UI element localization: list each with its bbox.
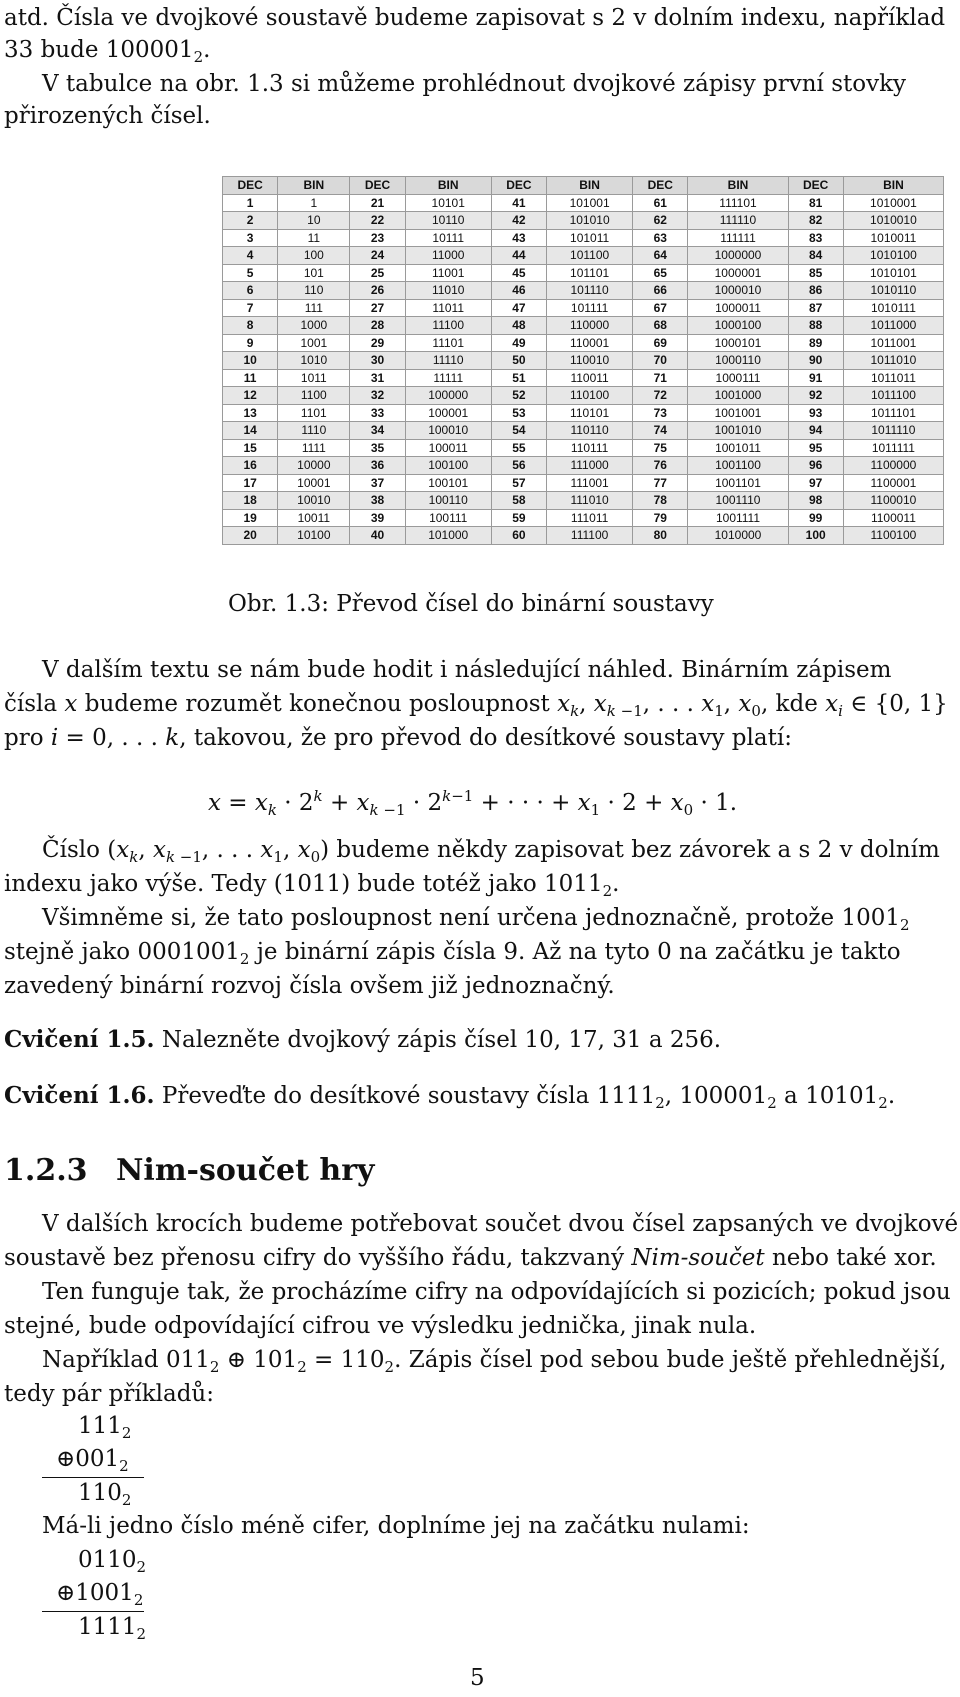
dec-cell: 16 [223, 457, 278, 475]
dec-cell: 80 [633, 527, 688, 545]
bin-cell: 111011 [547, 509, 633, 527]
bin-cell: 1000110 [688, 352, 788, 370]
dec-cell: 46 [491, 282, 546, 300]
dec-cell: 17 [223, 474, 278, 492]
dec-cell: 84 [788, 247, 843, 265]
bin-cell: 1000100 [688, 317, 788, 335]
bin-cell: 1010111 [843, 299, 943, 317]
table-row [223, 282, 944, 300]
bin-cell: 111111 [688, 229, 788, 247]
bin-cell: 1010101 [843, 264, 943, 282]
dec-cell: 21 [350, 194, 405, 212]
bin-cell: 1011110 [843, 422, 943, 440]
dec-cell: 82 [788, 212, 843, 230]
bin-cell: 110101 [547, 404, 633, 422]
bin-cell: 111100 [547, 527, 633, 545]
dec-cell: 7 [223, 299, 278, 317]
table-header-cell: DEC [788, 177, 843, 195]
bin-cell: 100001 [405, 404, 491, 422]
bin-cell: 1011010 [843, 352, 943, 370]
bin-cell: 10101 [405, 194, 491, 212]
exercise-1-6: Cvičení 1.6. Převeďte do desítkové soustavy čísla $1111_2$, $100001_2$ a $10101_2$. [4, 1082, 896, 1112]
para2-line-5: zavedený binární rozvoj čísla ovšem již jednoznačný. [4, 973, 615, 999]
table-header-cell: DEC [223, 177, 278, 195]
bin-cell: 101111 [547, 299, 633, 317]
dec-cell: 26 [350, 282, 405, 300]
dec-cell: 44 [491, 247, 546, 265]
binary-table-figure [222, 176, 944, 545]
table-row [223, 334, 944, 352]
para3-line-3: Ten funguje tak, že procházíme cifry na odpovídajících si pozicích; pokud jsou [42, 1279, 951, 1305]
dec-cell: 34 [350, 422, 405, 440]
bin-cell: 1010110 [843, 282, 943, 300]
bin-cell: 1100 [278, 387, 350, 405]
dec-cell: 33 [350, 404, 405, 422]
dec-cell: 37 [350, 474, 405, 492]
dec-cell: 91 [788, 369, 843, 387]
bin-cell: 110100 [547, 387, 633, 405]
para3-line-6: tedy pár příkladů: [4, 1381, 214, 1407]
intro-line-2: 33 bude $100001_2$. [4, 37, 211, 66]
dec-cell: 8 [223, 317, 278, 335]
dec-cell: 70 [633, 352, 688, 370]
dec-cell: 50 [491, 352, 546, 370]
calc2-operand-b: $\oplus 1001_2$ [56, 1580, 144, 1609]
dec-cell: 23 [350, 229, 405, 247]
table-row [223, 387, 944, 405]
bin-cell: 1000010 [688, 282, 788, 300]
intro-line-4: přirozených čísel. [4, 103, 211, 129]
dec-cell: 68 [633, 317, 688, 335]
dec-cell: 48 [491, 317, 546, 335]
bin-cell: 100000 [405, 387, 491, 405]
bin-cell: 1000001 [688, 264, 788, 282]
dec-cell: 62 [633, 212, 688, 230]
table-row [223, 194, 944, 212]
table-header-cell: DEC [633, 177, 688, 195]
bin-cell: 100110 [405, 492, 491, 510]
bin-cell: 1000101 [688, 334, 788, 352]
dec-cell: 67 [633, 299, 688, 317]
para2-line-1: Číslo ($x_k$, $x_{k -1}$, . . . $x_1$, $x_0$) budeme někdy zapisovat bez závorek a s 2 v dolním [42, 837, 940, 866]
bin-cell: 1001101 [688, 474, 788, 492]
bin-cell: 11101 [405, 334, 491, 352]
bin-cell: 110 [278, 282, 350, 300]
table-header-cell: BIN [278, 177, 350, 195]
figure-caption: Obr. 1.3: Převod čísel do binární soustavy [228, 591, 714, 617]
table-header-cell: DEC [491, 177, 546, 195]
table-row [223, 369, 944, 387]
dec-cell: 73 [633, 404, 688, 422]
bin-cell: 1011011 [843, 369, 943, 387]
dec-cell: 25 [350, 264, 405, 282]
dec-cell: 99 [788, 509, 843, 527]
para3-line-2: soustavě bez přenosu cifry do vyššího řádu, takzvaný Nim-součet nebo také xor. [4, 1245, 937, 1271]
dec-cell: 24 [350, 247, 405, 265]
bin-cell: 100 [278, 247, 350, 265]
intro-line-3: V tabulce na obr. 1.3 si můžeme prohlédnout dvojkové zápisy první stovky [42, 71, 907, 97]
calc2-result: $1111_2$ [78, 1614, 147, 1643]
bin-cell: 1100001 [843, 474, 943, 492]
dec-cell: 1 [223, 194, 278, 212]
dec-cell: 89 [788, 334, 843, 352]
dec-cell: 29 [350, 334, 405, 352]
bin-cell: 10110 [405, 212, 491, 230]
bin-cell: 110111 [547, 439, 633, 457]
dec-cell: 20 [223, 527, 278, 545]
dec-cell: 65 [633, 264, 688, 282]
dec-cell: 2 [223, 212, 278, 230]
dec-cell: 35 [350, 439, 405, 457]
dec-cell: 51 [491, 369, 546, 387]
bin-cell: 101110 [547, 282, 633, 300]
bin-cell: 101000 [405, 527, 491, 545]
bin-cell: 1001110 [688, 492, 788, 510]
dec-cell: 75 [633, 439, 688, 457]
bin-cell: 10 [278, 212, 350, 230]
bin-cell: 111001 [547, 474, 633, 492]
exercise-1-5: Cvičení 1.5. Nalezněte dvojkový zápis čísel 10, 17, 31 a 256. [4, 1026, 722, 1053]
bin-cell: 10000 [278, 457, 350, 475]
bin-cell: 100101 [405, 474, 491, 492]
table-row [223, 352, 944, 370]
table-header-cell: DEC [350, 177, 405, 195]
dec-cell: 71 [633, 369, 688, 387]
dec-cell: 4 [223, 247, 278, 265]
bin-cell: 100100 [405, 457, 491, 475]
dec-cell: 53 [491, 404, 546, 422]
calc2-operand-a: $0110_2$ [78, 1547, 147, 1576]
dec-cell: 31 [350, 369, 405, 387]
bin-cell: 11011 [405, 299, 491, 317]
bin-cell: 1001111 [688, 509, 788, 527]
bin-cell: 11100 [405, 317, 491, 335]
bin-cell: 1011 [278, 369, 350, 387]
bin-cell: 1000111 [688, 369, 788, 387]
bin-cell: 1001010 [688, 422, 788, 440]
dec-cell: 54 [491, 422, 546, 440]
dec-cell: 61 [633, 194, 688, 212]
para2-line-3: Všimněme si, že tato posloupnost není určena jednoznačně, protože $1001_2$ [42, 905, 910, 934]
bin-cell: 110000 [547, 317, 633, 335]
bin-cell: 1000000 [688, 247, 788, 265]
dec-cell: 69 [633, 334, 688, 352]
dec-cell: 49 [491, 334, 546, 352]
table-header-cell: BIN [405, 177, 491, 195]
bin-cell: 1 [278, 194, 350, 212]
dec-cell: 92 [788, 387, 843, 405]
dec-cell: 28 [350, 317, 405, 335]
dec-cell: 40 [350, 527, 405, 545]
para2-line-2: indexu jako výše. Tedy (1011) bude totéž jako $1011_2$. [4, 871, 620, 900]
bin-cell: 1001000 [688, 387, 788, 405]
dec-cell: 3 [223, 229, 278, 247]
bin-cell: 1100000 [843, 457, 943, 475]
dec-cell: 12 [223, 387, 278, 405]
dec-cell: 87 [788, 299, 843, 317]
dec-cell: 59 [491, 509, 546, 527]
dec-cell: 30 [350, 352, 405, 370]
dec-cell: 38 [350, 492, 405, 510]
dec-cell: 85 [788, 264, 843, 282]
dec-cell: 78 [633, 492, 688, 510]
dec-cell: 98 [788, 492, 843, 510]
bin-cell: 10111 [405, 229, 491, 247]
dec-cell: 64 [633, 247, 688, 265]
table-row [223, 317, 944, 335]
bin-cell: 111000 [547, 457, 633, 475]
dec-cell: 94 [788, 422, 843, 440]
bin-cell: 1001001 [688, 404, 788, 422]
dec-cell: 22 [350, 212, 405, 230]
bin-cell: 1101 [278, 404, 350, 422]
table-header-cell: BIN [688, 177, 788, 195]
table-row [223, 299, 944, 317]
calc1-operand-a: $111_2$ [78, 1413, 132, 1442]
dec-cell: 95 [788, 439, 843, 457]
bin-cell: 1111 [278, 439, 350, 457]
bin-cell: 110110 [547, 422, 633, 440]
bin-cell: 101 [278, 264, 350, 282]
bin-cell: 1011001 [843, 334, 943, 352]
bin-cell: 1010 [278, 352, 350, 370]
para2-line-4: stejně jako $0001001_2$ je binární zápis čísla 9. Až na tyto 0 na začátku je takto [4, 939, 901, 968]
dec-cell: 43 [491, 229, 546, 247]
bin-cell: 11000 [405, 247, 491, 265]
dec-cell: 32 [350, 387, 405, 405]
dec-cell: 55 [491, 439, 546, 457]
bin-cell: 1010001 [843, 194, 943, 212]
bin-cell: 101101 [547, 264, 633, 282]
bin-cell: 10001 [278, 474, 350, 492]
bin-cell: 111110 [688, 212, 788, 230]
dec-cell: 97 [788, 474, 843, 492]
dec-cell: 60 [491, 527, 546, 545]
dec-cell: 86 [788, 282, 843, 300]
para3-line-7: Má-li jedno číslo méně cifer, doplníme jej na začátku nulami: [42, 1513, 750, 1539]
dec-cell: 45 [491, 264, 546, 282]
table-row [223, 439, 944, 457]
dec-cell: 36 [350, 457, 405, 475]
bin-cell: 11001 [405, 264, 491, 282]
bin-cell: 1001100 [688, 457, 788, 475]
bin-cell: 1110 [278, 422, 350, 440]
dec-cell: 42 [491, 212, 546, 230]
bin-cell: 1010011 [843, 229, 943, 247]
table-row [223, 264, 944, 282]
dec-cell: 15 [223, 439, 278, 457]
dec-cell: 76 [633, 457, 688, 475]
dec-cell: 63 [633, 229, 688, 247]
bin-cell: 1011111 [843, 439, 943, 457]
dec-cell: 66 [633, 282, 688, 300]
dec-cell: 10 [223, 352, 278, 370]
section-heading: 1.2.3 Nim-součet hry [4, 1153, 375, 1188]
para3-line-4: stejné, bude odpovídající cifrou ve výsledku jednička, jinak nula. [4, 1313, 757, 1339]
dec-cell: 19 [223, 509, 278, 527]
dec-cell: 14 [223, 422, 278, 440]
bin-cell: 1100010 [843, 492, 943, 510]
table-header-cell: BIN [843, 177, 943, 195]
para3-line-1: V dalších krocích budeme potřebovat součet dvou čísel zapsaných ve dvojkové [42, 1211, 959, 1237]
bin-cell: 100111 [405, 509, 491, 527]
dec-cell: 6 [223, 282, 278, 300]
bin-cell: 1000011 [688, 299, 788, 317]
bin-cell: 1011000 [843, 317, 943, 335]
bin-cell: 110001 [547, 334, 633, 352]
dec-cell: 47 [491, 299, 546, 317]
table-row [223, 404, 944, 422]
para1-line-3: pro i = 0, . . . k, takovou, že pro převod do desítkové soustavy platí: [4, 725, 792, 751]
dec-cell: 81 [788, 194, 843, 212]
bin-cell: 100011 [405, 439, 491, 457]
bin-cell: 1001 [278, 334, 350, 352]
para1-line-1: V dalším textu se nám bude hodit i následující náhled. Binárním zápisem [42, 657, 892, 683]
bin-cell: 11110 [405, 352, 491, 370]
table-row [223, 509, 944, 527]
dec-cell: 41 [491, 194, 546, 212]
dec-cell: 13 [223, 404, 278, 422]
bin-cell: 101010 [547, 212, 633, 230]
dec-cell: 11 [223, 369, 278, 387]
dec-cell: 77 [633, 474, 688, 492]
dec-cell: 93 [788, 404, 843, 422]
dec-cell: 79 [633, 509, 688, 527]
bin-cell: 1011100 [843, 387, 943, 405]
bin-cell: 10011 [278, 509, 350, 527]
bin-cell: 11111 [405, 369, 491, 387]
table-header-cell: BIN [547, 177, 633, 195]
dec-cell: 72 [633, 387, 688, 405]
bin-cell: 110011 [547, 369, 633, 387]
bin-cell: 101100 [547, 247, 633, 265]
para1-line-2: čísla x budeme rozumět konečnou posloupnost $x_k$, $x_{k -1}$, . . . $x_1$, $x_0$, kde $x_i$ ∈ {0, 1} [4, 691, 948, 720]
dec-cell: 5 [223, 264, 278, 282]
table-row [223, 212, 944, 230]
dec-cell: 9 [223, 334, 278, 352]
dec-cell: 27 [350, 299, 405, 317]
calc1-operand-b: $\oplus 001_2$ [56, 1446, 129, 1475]
dec-cell: 90 [788, 352, 843, 370]
calc1-result: $110_2$ [78, 1480, 132, 1509]
dec-cell: 18 [223, 492, 278, 510]
bin-cell: 111010 [547, 492, 633, 510]
table-row [223, 492, 944, 510]
dec-cell: 96 [788, 457, 843, 475]
binary-expansion-equation: $x = x_k \cdot 2^k + x_{k -1} \cdot 2^{k-1}$ + · · · + $x_1 \cdot 2 + x_0 \cdot 1$. [208, 787, 738, 819]
bin-cell: 10100 [278, 527, 350, 545]
bin-cell: 110010 [547, 352, 633, 370]
bin-cell: 111 [278, 299, 350, 317]
bin-cell: 1010010 [843, 212, 943, 230]
dec-cell: 83 [788, 229, 843, 247]
table-row [223, 422, 944, 440]
intro-line-1: atd. Čísla ve dvojkové soustavě budeme zapisovat s 2 v dolním indexu, například [4, 5, 946, 31]
bin-cell: 101001 [547, 194, 633, 212]
bin-cell: 1100100 [843, 527, 943, 545]
table-row [223, 457, 944, 475]
bin-cell: 101011 [547, 229, 633, 247]
bin-cell: 11 [278, 229, 350, 247]
page-number: 5 [470, 1665, 485, 1691]
bin-cell: 11010 [405, 282, 491, 300]
para3-line-5: Například $011_2$ ⊕ $101_2 = 110_2$. Zápis čísel pod sebou bude ještě přehlednější, [42, 1347, 947, 1376]
bin-cell: 10010 [278, 492, 350, 510]
dec-cell: 88 [788, 317, 843, 335]
bin-cell: 1011101 [843, 404, 943, 422]
bin-cell: 111101 [688, 194, 788, 212]
bin-cell: 1001011 [688, 439, 788, 457]
dec-cell: 74 [633, 422, 688, 440]
dec-cell: 100 [788, 527, 843, 545]
table-row [223, 229, 944, 247]
table-header-row [223, 177, 944, 195]
bin-cell: 100010 [405, 422, 491, 440]
bin-cell: 1100011 [843, 509, 943, 527]
dec-cell: 57 [491, 474, 546, 492]
dec-cell: 56 [491, 457, 546, 475]
table-row [223, 247, 944, 265]
dec-cell: 39 [350, 509, 405, 527]
dec-cell: 58 [491, 492, 546, 510]
dec-cell: 52 [491, 387, 546, 405]
table-row [223, 527, 944, 545]
bin-cell: 1000 [278, 317, 350, 335]
table-row [223, 474, 944, 492]
bin-cell: 1010000 [688, 527, 788, 545]
binary-table [222, 176, 944, 545]
bin-cell: 1010100 [843, 247, 943, 265]
